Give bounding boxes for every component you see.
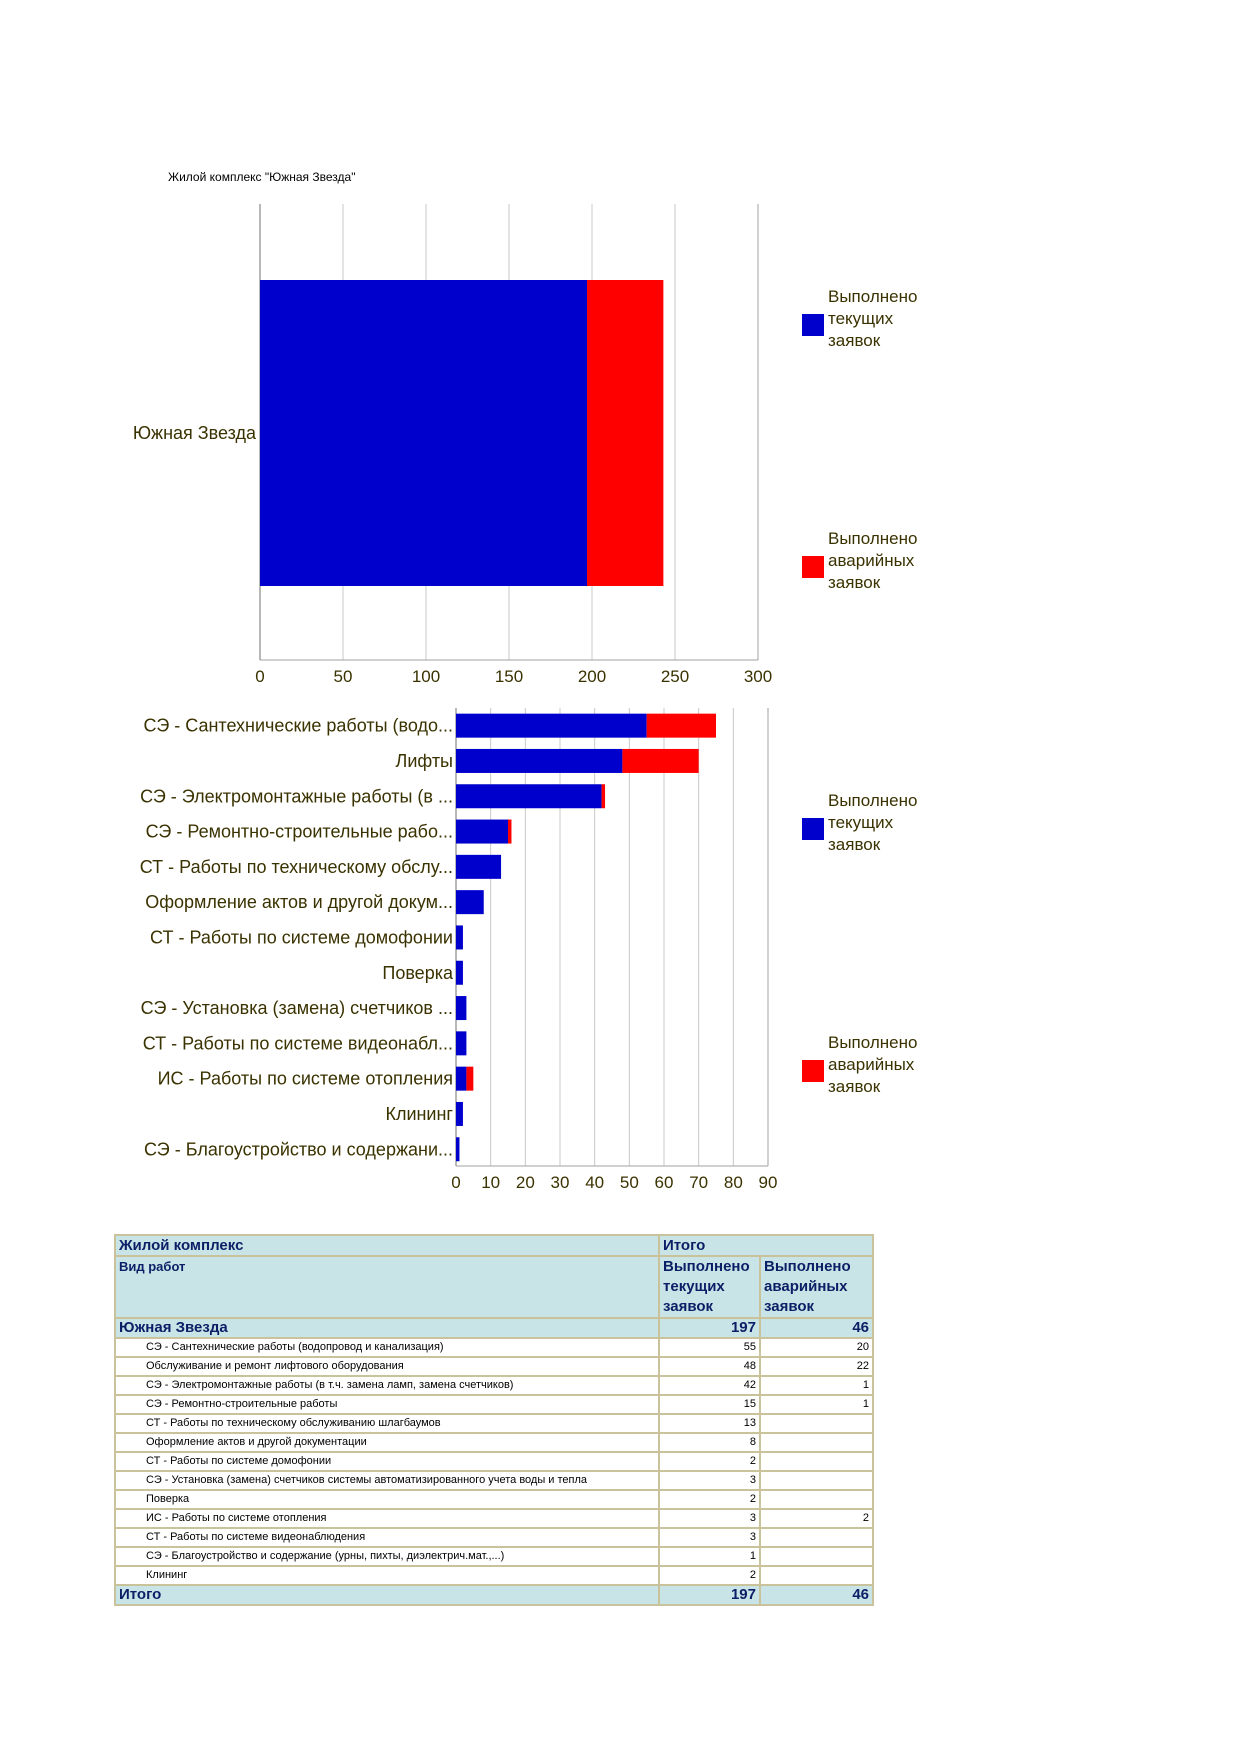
table-header-row [115, 1235, 873, 1256]
row-emergency [760, 1414, 873, 1433]
row-emergency: 1 [760, 1376, 873, 1395]
row-name: ИС - Работы по системе отопления [115, 1509, 659, 1528]
x-tick-label: 50 [333, 667, 353, 686]
page-title: Жилой комплекс "Южная Звезда" [168, 170, 356, 184]
bar-current [456, 961, 463, 985]
table-subheader-row [115, 1256, 873, 1318]
x-tick-label: 150 [494, 667, 524, 686]
row-emergency [760, 1471, 873, 1490]
table-row [115, 1528, 873, 1547]
legend-emergency-2-swatch [802, 1060, 824, 1082]
x-tick-label: 70 [689, 1173, 709, 1192]
category-label: СТ - Работы по системе домофонии [150, 927, 453, 948]
table-row [115, 1376, 873, 1395]
row-emergency: 22 [760, 1357, 873, 1376]
row-current: 55 [659, 1338, 760, 1357]
row-current: 3 [659, 1471, 760, 1490]
table-row [115, 1566, 873, 1585]
header-complex: Жилой комплекс [115, 1235, 659, 1256]
row-name: Клининг [115, 1566, 659, 1585]
row-emergency [760, 1490, 873, 1509]
total-current: 197 [659, 1585, 760, 1605]
row-current: 13 [659, 1414, 760, 1433]
group-emergency: 46 [760, 1318, 873, 1338]
legend-current-label: Выполнено текущих заявок [828, 287, 918, 350]
x-tick-label: 90 [758, 1173, 778, 1192]
table-row [115, 1357, 873, 1376]
header-emergency: Выполнено аварийных заявок [760, 1256, 873, 1318]
row-current: 3 [659, 1528, 760, 1547]
table-row [115, 1338, 873, 1357]
x-tick-label: 300 [743, 667, 773, 686]
row-name: СЭ - Электромонтажные работы (в т.ч. замена ламп, замена счетчиков) [115, 1376, 659, 1395]
category-label: Поверка [382, 962, 453, 983]
category-label: СЭ - Электромонтажные работы (в ... [140, 786, 453, 807]
x-tick-label: 200 [577, 667, 607, 686]
row-current: 42 [659, 1376, 760, 1395]
x-tick-label: 10 [481, 1173, 501, 1192]
row-name: СЭ - Благоустройство и содержание (урны, пихты, диэлектрич.мат.,...) [115, 1547, 659, 1566]
table-row [115, 1414, 873, 1433]
row-name: СТ - Работы по системе домофонии [115, 1452, 659, 1471]
x-tick-label: 0 [451, 1173, 461, 1192]
row-current: 2 [659, 1452, 760, 1471]
row-name: Обслуживание и ремонт лифтового оборудования [115, 1357, 659, 1376]
row-current: 2 [659, 1490, 760, 1509]
total-emergency: 46 [760, 1585, 873, 1605]
category-label: СЭ - Благоустройство и содержани... [143, 1139, 453, 1160]
bar-current [456, 784, 602, 808]
category-label: ИС - Работы по системе отопления [157, 1068, 453, 1089]
row-emergency [760, 1547, 873, 1566]
bar-current [456, 749, 622, 773]
bar-current [456, 1067, 466, 1091]
bar-emergency [508, 820, 511, 844]
row-current: 1 [659, 1547, 760, 1566]
bar-emergency [602, 784, 605, 808]
group-name: Южная Звезда [115, 1318, 659, 1338]
x-tick-label: 30 [550, 1173, 570, 1192]
x-tick-label: 0 [255, 667, 265, 686]
legend-emergency-2-label: Выполнено аварийных заявок [828, 1033, 918, 1096]
row-name: СЭ - Сантехнические работы (водопровод и канализация) [115, 1338, 659, 1357]
total-row [115, 1585, 873, 1605]
category-label: Клининг [385, 1103, 453, 1124]
bar-current [456, 714, 647, 738]
row-name: Оформление актов и другой документации [115, 1433, 659, 1452]
row-emergency: 20 [760, 1338, 873, 1357]
table-row [115, 1452, 873, 1471]
row-emergency [760, 1433, 873, 1452]
row-current: 3 [659, 1509, 760, 1528]
category-label: Оформление актов и другой докум... [145, 892, 453, 913]
table-row [115, 1395, 873, 1414]
row-name: СТ - Работы по системе видеонаблюдения [115, 1528, 659, 1547]
table-row [115, 1433, 873, 1452]
bar-current [456, 890, 484, 914]
row-emergency [760, 1452, 873, 1471]
group-current: 197 [659, 1318, 760, 1338]
bar-current [456, 1137, 459, 1161]
x-tick-label: 60 [654, 1173, 674, 1192]
x-tick-label: 250 [660, 667, 690, 686]
row-emergency [760, 1528, 873, 1547]
row-current: 8 [659, 1433, 760, 1452]
category-label: Лифты [395, 750, 453, 771]
row-current: 2 [659, 1566, 760, 1585]
bar-current [456, 996, 466, 1020]
row-emergency [760, 1566, 873, 1585]
category-label: СЭ - Сантехнические работы (водо... [143, 715, 453, 736]
header-work-type: Вид работ [115, 1256, 659, 1318]
legend-current-2-label: Выполнено текущих заявок [828, 791, 918, 854]
group-row [115, 1318, 873, 1338]
header-current: Выполнено текущих заявок [659, 1256, 760, 1318]
bar-current [456, 855, 501, 879]
x-tick-label: 50 [619, 1173, 639, 1192]
header-total: Итого [659, 1235, 873, 1256]
bar-current [456, 1031, 466, 1055]
legend-current-2-swatch [802, 818, 824, 840]
x-tick-label: 40 [585, 1173, 605, 1192]
table-row [115, 1547, 873, 1566]
bar-current [456, 820, 508, 844]
bar-emergency [622, 749, 698, 773]
report-table [114, 1234, 874, 1606]
bar-emergency [647, 714, 716, 738]
row-name: СЭ - Ремонтно-строительные работы [115, 1395, 659, 1414]
row-emergency: 2 [760, 1509, 873, 1528]
category-label: Южная Звезда [132, 423, 256, 443]
x-tick-label: 100 [411, 667, 441, 686]
row-emergency: 1 [760, 1395, 873, 1414]
bar-emergency [466, 1067, 473, 1091]
row-current: 48 [659, 1357, 760, 1376]
category-label: СЭ - Установка (замена) счетчиков ... [140, 998, 453, 1019]
total-name: Итого [115, 1585, 659, 1605]
row-name: СТ - Работы по техническому обслуживанию шлагбаумов [115, 1414, 659, 1433]
bar-current [456, 925, 463, 949]
row-current: 15 [659, 1395, 760, 1414]
table-row [115, 1509, 873, 1528]
category-label: СТ - Работы по системе видеонабл... [142, 1033, 453, 1054]
bar-current [456, 1102, 463, 1126]
row-name: СЭ - Установка (замена) счетчиков системы автоматизированного учета воды и тепла [115, 1471, 659, 1490]
x-tick-label: 20 [515, 1173, 535, 1192]
table-row [115, 1471, 873, 1490]
legend-emergency-label: Выполнено аварийных заявок [828, 529, 918, 592]
x-tick-label: 80 [723, 1173, 743, 1192]
category-label: СТ - Работы по техническому обслу... [139, 856, 453, 877]
row-name: Поверка [115, 1490, 659, 1509]
table-row [115, 1490, 873, 1509]
category-label: СЭ - Ремонтно-строительные рабо... [145, 821, 453, 842]
